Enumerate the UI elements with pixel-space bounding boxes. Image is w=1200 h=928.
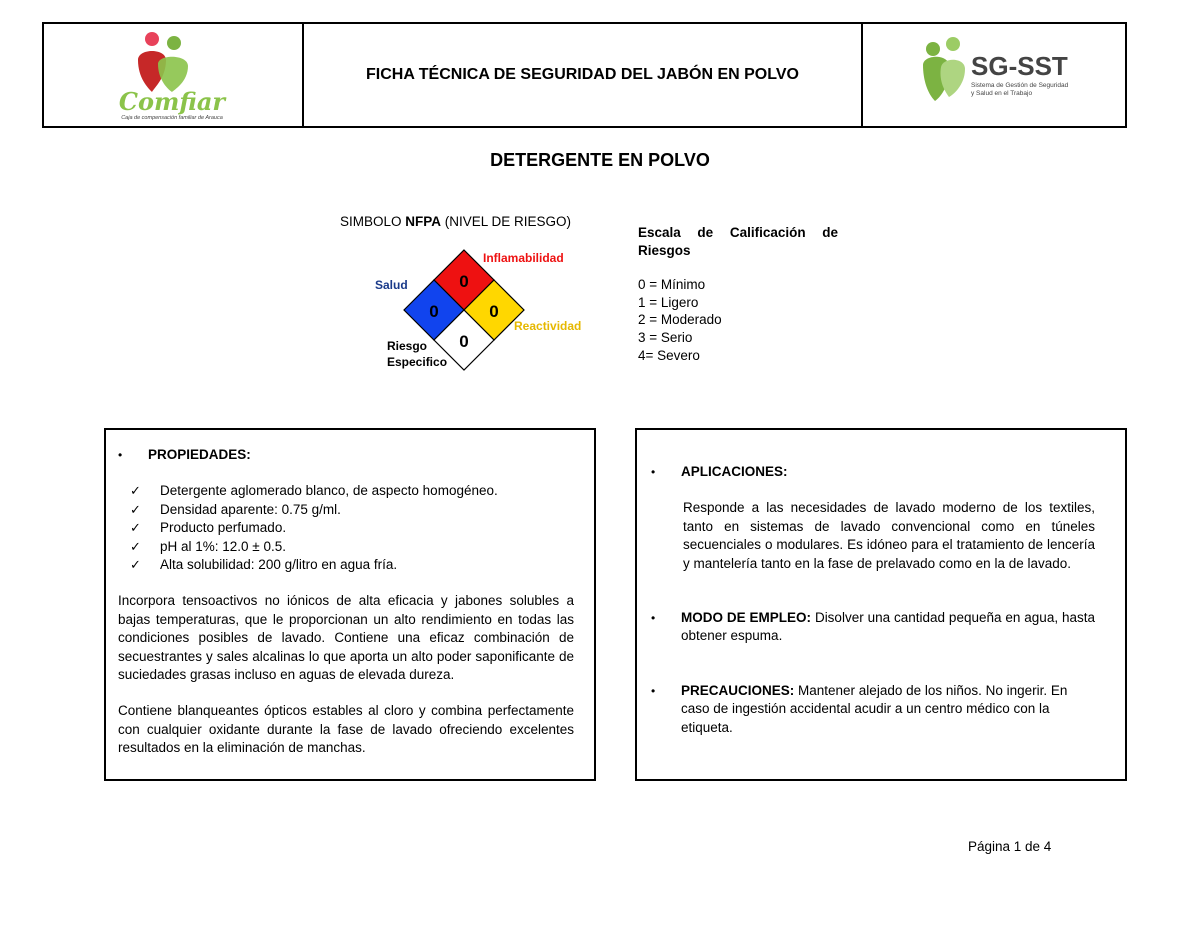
list-item-text: Densidad aparente: 0.75 g/ml. — [160, 501, 341, 517]
aplicaciones-heading: APLICACIONES: — [681, 464, 788, 479]
propiedades-heading-row — [118, 446, 574, 464]
bullet-icon: • — [651, 465, 656, 479]
modo-empleo-heading: MODO DE EMPLEO: — [681, 610, 812, 626]
sgsst-logo-name: SG-SST — [971, 51, 1068, 81]
aplicaciones-section — [651, 463, 1095, 573]
nfpa-specific-label-1: Riesgo — [387, 339, 428, 353]
nfpa-health-label: Salud — [375, 278, 408, 292]
precauciones-heading: PRECAUCIONES: — [681, 682, 795, 698]
comfiar-logo-name: Comfiar — [118, 87, 226, 116]
precauciones-paragraph — [681, 682, 1095, 737]
sgsst-logo — [919, 35, 1069, 115]
risk-scale-item: 4= Severo — [638, 347, 700, 363]
nfpa-flammability-value: 0 — [459, 272, 469, 291]
comfiar-logo — [108, 30, 238, 120]
nfpa-diamond — [370, 240, 610, 375]
list-item — [130, 482, 574, 500]
list-item-text: Alta solubilidad: 200 g/litro en agua fría. — [160, 557, 398, 573]
checkmark-icon: ✓ — [130, 520, 141, 536]
list-item-text: pH al 1%: 12.0 ± 0.5. — [160, 538, 286, 554]
list-item-text: Detergente aglomerado blanco, de aspecto homogéneo. — [160, 483, 498, 499]
checkmark-icon: ✓ — [130, 483, 141, 499]
modo-empleo-text: Disolver una cantidad pequeña en agua, hasta obtener espuma. — [681, 610, 1095, 644]
aplicaciones-heading-row — [651, 463, 1095, 481]
bullet-icon: • — [118, 448, 123, 462]
nfpa-specific-value: 0 — [459, 332, 469, 351]
precauciones-text: Mantener alejado de los niños. No ingerir. En caso de ingestión accidental acudir a un centro médico con la etiqueta. — [681, 682, 1068, 735]
nfpa-reactivity-value: 0 — [489, 302, 499, 321]
comfiar-logo-cell — [44, 24, 304, 126]
page-number: Página 1 de 4 — [968, 839, 1052, 854]
nfpa-title-prefix: SIMBOLO — [340, 214, 406, 229]
checkmark-icon: ✓ — [130, 557, 141, 573]
propiedades-paragraph-1: Incorpora tensoactivos no iónicos de alta eficacia y jabones solubles a bajas temperaturas, que le proporcionan un alto rendimiento en todas las condiciones posibles de lavado. Contiene una eficaz combinación de secuestrantes y sales alcalinas lo que aporta un alto poder saponificante de suciedades grasas incluso en aguas de elevada dureza. — [118, 593, 574, 683]
propiedades-paragraph-2: Contiene blanqueantes ópticos estables al cloro y combina perfectamente con cualquier oxidante durante la fase de lavado ofreciendo excelentes resultados en la eliminación de manchas. — [118, 703, 574, 756]
checkmark-icon: ✓ — [130, 538, 141, 554]
nfpa-flammability-label: Inflamabilidad — [483, 251, 564, 265]
propiedades-heading: PROPIEDADES: — [148, 447, 251, 462]
list-item — [130, 501, 574, 519]
list-item — [130, 538, 574, 556]
risk-scale-item: 3 = Serio — [638, 329, 693, 345]
document-title: DETERGENTE EN POLVO — [490, 150, 710, 170]
sgsst-logo-tagline-1: Sistema de Gestión de Seguridad — [971, 82, 1069, 89]
nfpa-health-value: 0 — [429, 302, 439, 321]
risk-scale-heading: Escala de Calificación de Riesgos — [638, 225, 838, 258]
modo-empleo-row — [651, 609, 1095, 646]
risk-scale-item: 1 = Ligero — [638, 294, 699, 310]
list-item-text: Producto perfumado. — [160, 520, 287, 536]
propiedades-box — [104, 428, 596, 781]
nfpa-title-bold: NFPA — [405, 214, 442, 229]
list-item — [130, 519, 574, 537]
modo-empleo-section — [651, 609, 1095, 646]
nfpa-title — [340, 214, 571, 229]
sgsst-logo-tagline-2: y Salud en el Trabajo — [971, 90, 1033, 97]
modo-empleo-paragraph — [681, 609, 1095, 646]
precauciones-section — [651, 682, 1095, 737]
risk-scale-item: 2 = Moderado — [638, 312, 722, 328]
list-item — [130, 556, 574, 574]
aplicaciones-text: Responde a las necesidades de lavado moderno de los textiles, tanto en sistemas de lavado convencional como en túneles secuenciales o modulares. Es idóneo para el tratamiento de lencería y mantelería tanto en la fase de prelavado como en la de lavado. — [683, 500, 1095, 571]
risk-scale — [638, 224, 838, 364]
header-title: FICHA TÉCNICA DE SEGURIDAD DEL JABÓN EN POLVO — [304, 24, 863, 126]
document-header — [42, 22, 1127, 128]
nfpa-title-suffix: (NIVEL DE RIESGO) — [441, 214, 572, 229]
nfpa-specific-label-2: Especifico — [387, 355, 448, 369]
precauciones-row — [651, 682, 1095, 737]
bullet-icon: • — [651, 683, 656, 698]
nfpa-reactivity-label: Reactividad — [514, 319, 582, 333]
sgsst-logo-cell — [863, 24, 1125, 126]
comfiar-logo-tagline: Caja de compensación familiar de Arauca — [121, 115, 223, 120]
bullet-icon: • — [651, 611, 656, 626]
propiedades-list — [118, 482, 574, 574]
aplicaciones-box — [635, 428, 1127, 781]
checkmark-icon: ✓ — [130, 501, 141, 517]
risk-scale-item: 0 = Mínimo — [638, 277, 706, 293]
